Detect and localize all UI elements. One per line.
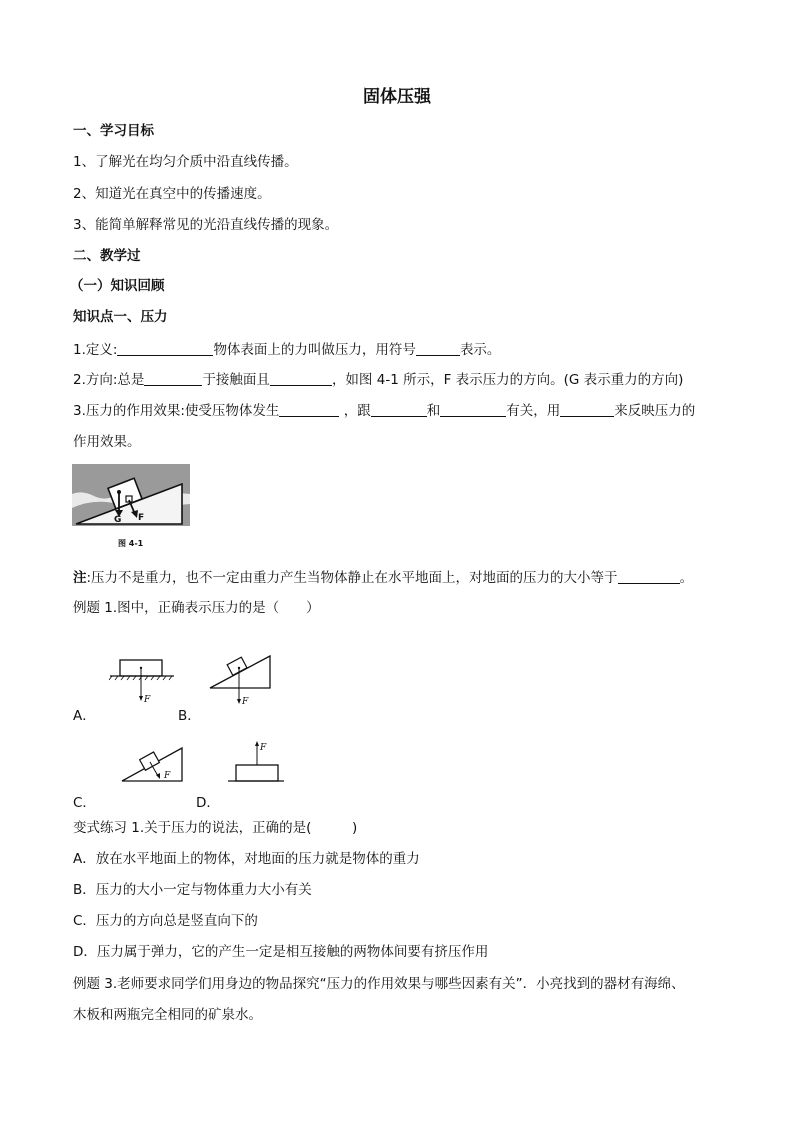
force-label: F [242, 697, 249, 707]
variant-1-option-a: A．放在水平地面上的物体，对地面的压力就是物体的重力 [73, 851, 420, 867]
effect-mid-3: 有关，用 [506, 403, 561, 419]
effect-mid-1: ，跟 [339, 403, 371, 419]
subsection-heading-review: （一）知识回顾 [70, 278, 165, 294]
effect-prefix: 3.压力的作用效果:使受压物体发生 [73, 403, 280, 419]
variant-1-option-b: B．压力的大小一定与物体重力大小有关 [73, 882, 312, 898]
option-a-diagram [108, 655, 178, 705]
answer-blank[interactable] [440, 402, 506, 417]
definition-line [73, 341, 500, 359]
option-b-label: B． [178, 708, 201, 724]
variant-1-stem: 变式练习 1.关于压力的说法，正确的是( ) [73, 820, 358, 836]
note-label: 注 [73, 570, 87, 586]
option-d-diagram [226, 738, 286, 786]
answer-blank[interactable] [416, 341, 460, 356]
answer-blank[interactable] [618, 569, 680, 584]
effect-line-continued: 作用效果。 [73, 434, 141, 450]
direction-line [73, 371, 683, 389]
example-3-line-2: 木板和两瓶完全相同的矿泉水。 [73, 1007, 262, 1023]
objective-item-2: 2、知道光在真空中的传播速度。 [73, 186, 271, 202]
figure-4-1 [72, 464, 190, 554]
section-heading-objectives: 一、学习目标 [73, 123, 154, 139]
variant-1-option-c: C．压力的方向总是竖直向下的 [73, 913, 258, 929]
page-title: 固体压强 [363, 87, 431, 107]
note-line [73, 569, 693, 587]
effect-suffix: 来反映压力的 [614, 403, 696, 419]
knowledge-point-heading: 知识点一、压力 [73, 309, 168, 325]
answer-blank[interactable] [560, 402, 614, 417]
force-label: F [164, 771, 171, 781]
option-b-diagram [206, 652, 276, 710]
example-3-line-1: 例题 3.老师要求同学们用身边的物品探究“压力的作用效果与哪些因素有关”．小亮找到的器材有海绵、 [73, 976, 685, 992]
note-end: 。 [679, 570, 694, 586]
figure-caption: 图 4-1 [118, 539, 144, 548]
note-text: :压力不是重力，也不一定由重力产生当物体静止在水平地面上，对地面的压力的大小等于 [86, 570, 618, 586]
figure-label-f: F [138, 513, 145, 523]
example-1-stem: 例题 1.图中，正确表示压力的是（ ） [73, 600, 320, 616]
variant-1-option-d: D．压力属于弹力，它的产生一定是相互接触的两物体间要有挤压作用 [73, 944, 489, 960]
direction-prefix: 2.方向:总是 [73, 372, 145, 388]
definition-suffix: 表示。 [459, 342, 501, 358]
objective-item-1: 1、了解光在均匀介质中沿直线传播。 [73, 154, 298, 170]
option-c-label: C． [73, 795, 96, 811]
objective-item-3: 3、能简单解释常见的光沿直线传播的现象。 [73, 217, 339, 233]
effect-mid-2: 和 [426, 403, 441, 419]
option-d-label: D． [196, 795, 220, 811]
answer-blank[interactable] [279, 402, 339, 417]
option-a-label: A． [73, 708, 96, 724]
section-heading-teaching: 二、教学过 [73, 248, 141, 264]
definition-mid: 物体表面上的力叫做压力，用符号 [213, 342, 416, 358]
option-c-diagram [120, 744, 186, 784]
answer-blank[interactable] [371, 402, 427, 417]
effect-line [73, 402, 695, 420]
figure-label-g: G [114, 515, 122, 525]
answer-blank[interactable] [117, 341, 213, 356]
definition-prefix: 1.定义: [73, 342, 118, 358]
answer-blank[interactable] [270, 371, 332, 386]
answer-blank[interactable] [144, 371, 202, 386]
force-label: F [260, 743, 267, 753]
direction-suffix: ，如图 4-1 所示，F 表示压力的方向。(G 表示重力的方向) [331, 372, 684, 388]
force-label: F [144, 695, 151, 705]
direction-mid: 于接触面且 [202, 372, 270, 388]
